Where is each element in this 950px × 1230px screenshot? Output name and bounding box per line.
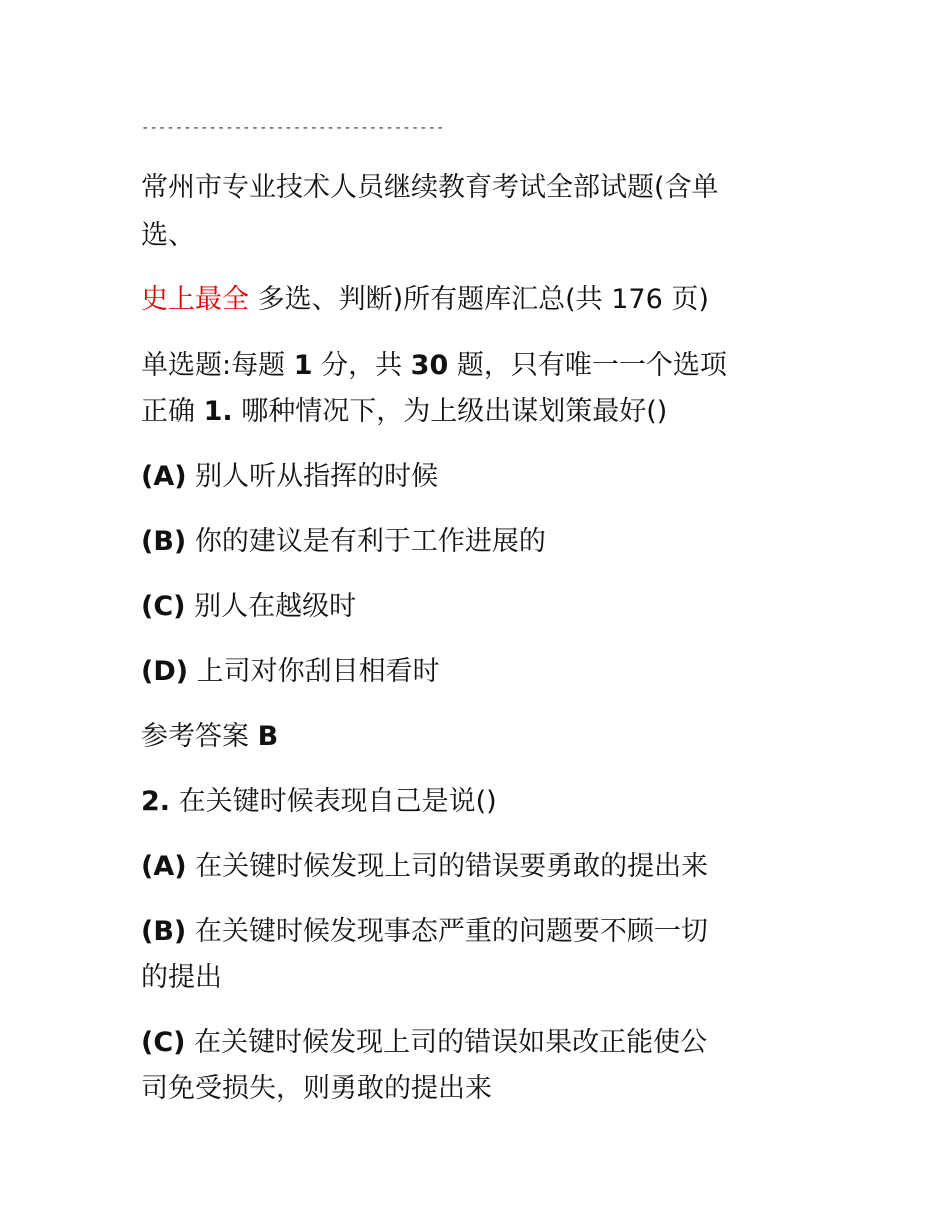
q1-number: 1. bbox=[203, 396, 233, 427]
intro-text-a: 单选题:每题 bbox=[141, 350, 294, 381]
q1-question bbox=[141, 396, 667, 428]
q1-text: 哪种情况下，为上级出谋划策最好() bbox=[232, 396, 668, 427]
option-label: (C) bbox=[141, 591, 186, 622]
title-line-3-rest: 多选、判断)所有题库汇总(共 176 页) bbox=[249, 284, 709, 315]
option-text: 你的建议是有利于工作进展的 bbox=[186, 526, 546, 557]
q2-option-b bbox=[141, 916, 708, 948]
option-text: 别人在越级时 bbox=[185, 591, 357, 622]
header-rule: ------------------------------------ bbox=[141, 120, 445, 136]
highlight-text: 史上最全 bbox=[141, 284, 249, 315]
q1-option-d bbox=[141, 656, 440, 688]
option-text: 在关键时候发现事态严重的问题要不顾一切 bbox=[186, 916, 708, 947]
intro-text-b: 分，共 bbox=[312, 350, 411, 381]
option-label: (B) bbox=[141, 526, 187, 557]
intro-line-1 bbox=[141, 350, 727, 382]
title-line-3 bbox=[141, 284, 709, 316]
q1-answer bbox=[141, 721, 278, 753]
q2-option-c bbox=[141, 1027, 707, 1059]
intro-text-c: 题，只有唯一一个选项 bbox=[448, 350, 727, 381]
option-label: (A) bbox=[141, 851, 187, 882]
q2-question bbox=[141, 786, 497, 818]
option-text: 在关键时候发现上司的错误要勇敢的提出来 bbox=[186, 851, 709, 882]
option-label: (C) bbox=[141, 1027, 186, 1058]
q1-option-b bbox=[141, 526, 546, 558]
q2-option-c-cont: 司免受损失，则勇敢的提出来 bbox=[141, 1073, 492, 1104]
option-text: 在关键时候发现上司的错误如果改正能使公 bbox=[185, 1027, 708, 1058]
intro-score: 1 bbox=[293, 350, 313, 381]
q2-option-b-cont: 的提出 bbox=[141, 962, 222, 993]
q1-option-a bbox=[141, 461, 438, 493]
q1-option-c bbox=[141, 591, 356, 623]
intro-count: 30 bbox=[410, 350, 449, 381]
option-label: (D) bbox=[141, 656, 189, 687]
option-text: 别人听从指挥的时候 bbox=[186, 461, 439, 492]
answer-label: 参考答案 bbox=[141, 721, 258, 752]
option-label: (A) bbox=[141, 461, 187, 492]
answer-value: B bbox=[257, 721, 279, 752]
option-text: 上司对你刮目相看时 bbox=[188, 656, 440, 687]
title-line-1: 常州市专业技术人员继续教育考试全部试题(含单 bbox=[141, 172, 719, 203]
title-line-2: 选、 bbox=[141, 220, 195, 251]
q2-text: 在关键时候表现自己是说() bbox=[170, 786, 497, 817]
intro-text-d: 正确 bbox=[141, 396, 204, 427]
q2-number: 2. bbox=[141, 786, 171, 817]
q2-option-a bbox=[141, 851, 708, 883]
option-label: (B) bbox=[141, 916, 187, 947]
